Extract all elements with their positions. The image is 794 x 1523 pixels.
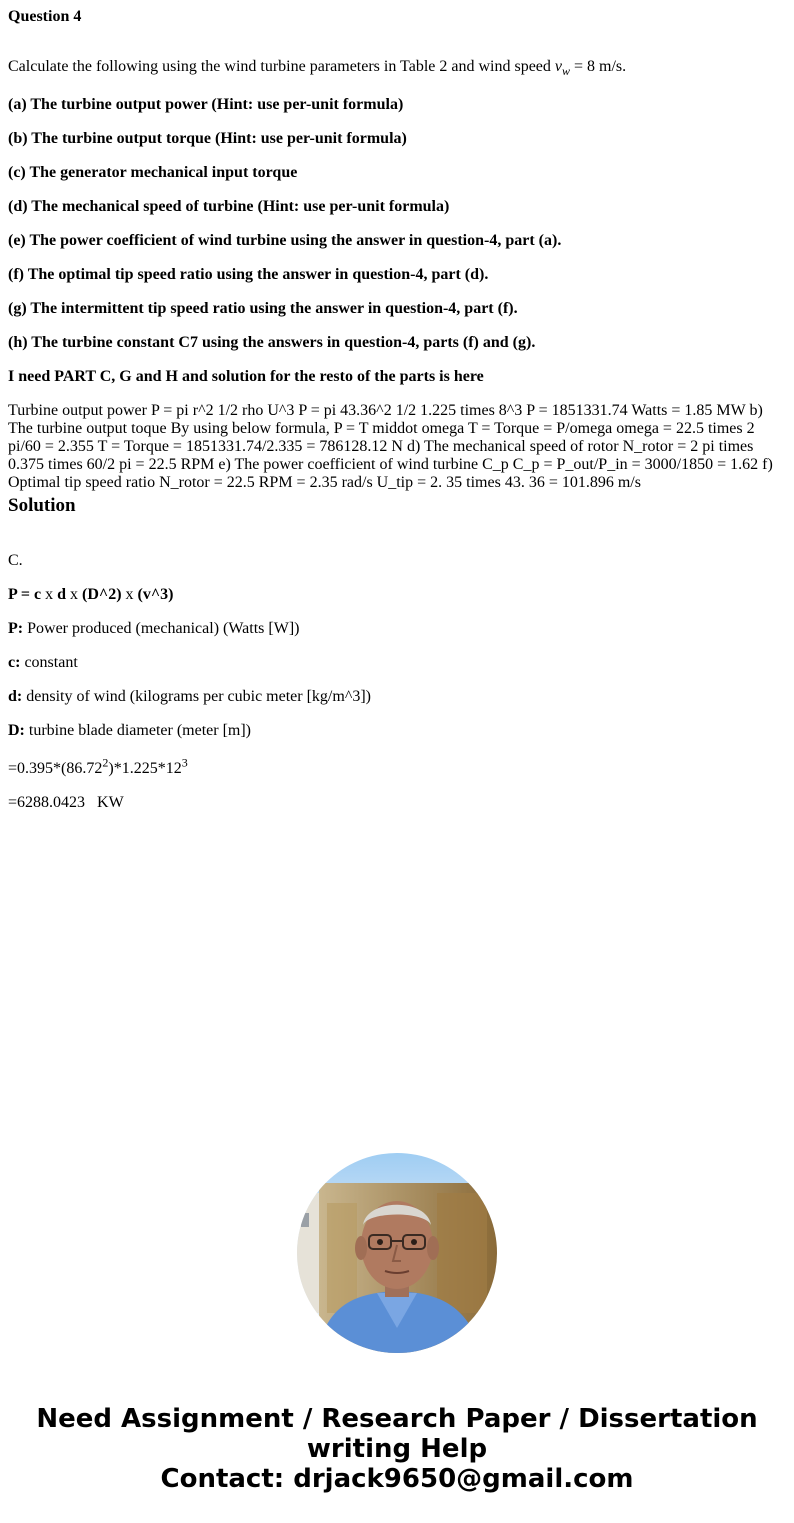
wind-speed-subscript: w — [562, 64, 571, 79]
intro-text: Calculate the following using the wind turbine parameters in Table 2 and wind speed — [8, 58, 555, 75]
banner-contact-email[interactable]: Contact: drjack9650@gmail.com — [160, 1464, 634, 1494]
question-part-f: (f) The optimal tip speed ratio using the answer in question-4, part (d). — [8, 266, 489, 283]
question-part-b: (b) The turbine output torque (Hint: use per-unit formula) — [8, 130, 407, 147]
question-part-g: (g) The intermittent tip speed ratio using the answer in question-4, part (f). — [8, 300, 518, 317]
request-text: I need PART C, G and H and solution for the resto of the parts is here — [8, 368, 484, 385]
question-part-e: (e) The power coefficient of wind turbine using the answer in question-4, part (a). — [8, 232, 562, 249]
question-part-a: (a) The turbine output power (Hint: use per-unit formula) — [8, 96, 404, 113]
definition-diameter: D: turbine blade diameter (meter [m]) — [8, 722, 252, 739]
solution-part-label: C. — [8, 552, 23, 569]
question-part-d: (d) The mechanical speed of turbine (Hint: use per-unit formula) — [8, 198, 450, 215]
question-part-c: (c) The generator mechanical input torque — [8, 164, 298, 181]
calculation-line: $=0.395*(86.72^2)*1.225*12^3$ — [8, 755, 188, 777]
question-part-h: (h) The turbine constant C7 using the answers in question-4, parts (f) and (g). — [8, 334, 536, 351]
question-intro — [8, 58, 786, 79]
banner-line-2: writing Help — [306, 1434, 488, 1464]
avatar-portrait-icon — [297, 1153, 497, 1353]
definition-density: d: density of wind (kilograms per cubic meter [kg/m^3]) — [8, 688, 371, 705]
wind-speed-variable: v — [554, 58, 562, 75]
result-line: =6288.0423 KW — [8, 794, 124, 811]
given-solution-text: Turbine output power P = pi r^2 1/2 rho U^3 P = pi 43.36^2 1/2 1.225 times 8^3 P = 1851331.74 Watts = 1.85 MW b) The turbine output toque By using below formula, P = T middot omega T = Torque = P/omega omega = 22.5 times 2 pi/60 = 2.355 T = Torque = 1851331.74/2.335 = 786128.12 N d) The mechanical speed of rotor N_rotor = 2 pi times 0.375 times 60/2 pi = 22.5 RPM e) The power coefficient of wind turbine C_p C_p = P_out/P_in = 3000/1850 = 1.62 f) Optimal tip speed ratio N_rotor = 22.5 RPM = 2.35 rad/s U_tip = 2. 35 times 43. 36 = 101.896 m/s — [8, 402, 773, 491]
solution-heading: Solution — [8, 495, 76, 516]
avatar — [297, 1153, 497, 1353]
intro-text-end: = 8 m/s. — [570, 58, 627, 75]
question-title: Question 4 — [8, 8, 82, 25]
contact-banner — [0, 1404, 794, 1494]
power-formula: P = c x d x (D^2) x (v^3) — [8, 586, 174, 603]
definition-constant: c: constant — [8, 654, 78, 671]
banner-line-1: Need Assignment / Research Paper / Dissertation — [36, 1404, 758, 1434]
definition-power: P: Power produced (mechanical) (Watts [W]) — [8, 620, 300, 637]
